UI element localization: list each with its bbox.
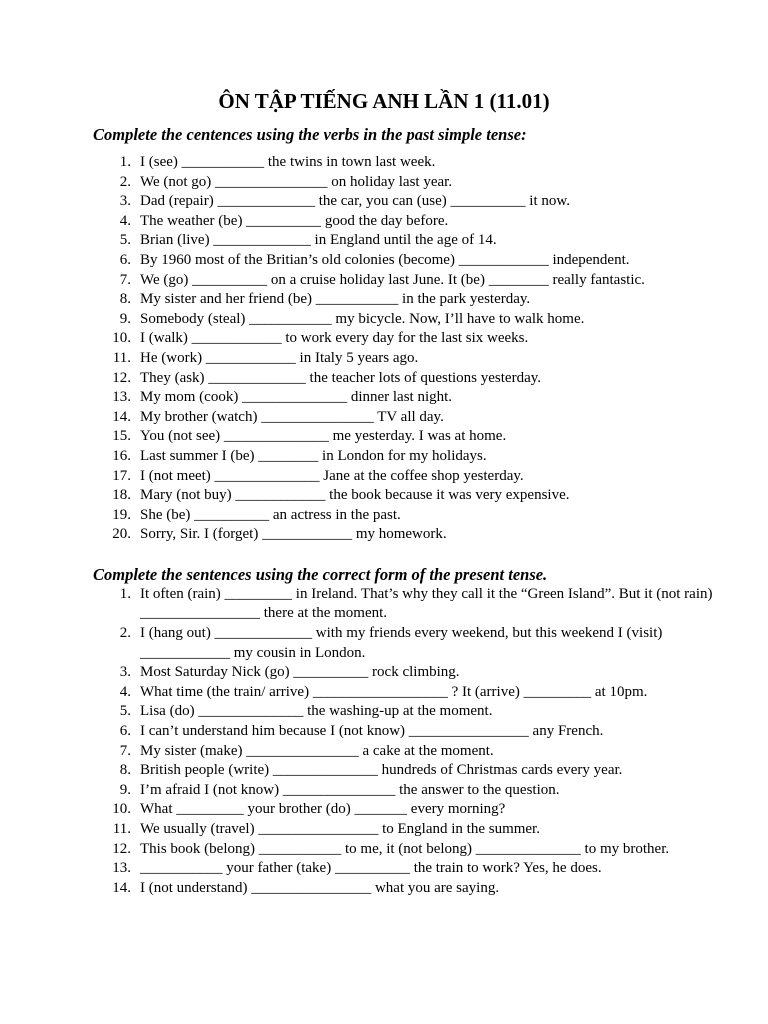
item-text: They (ask) _____________ the teacher lots of questions yesterday. (140, 369, 542, 386)
item-number: 8. (119, 291, 131, 308)
exercise-item (0, 800, 768, 820)
item-number: 7. (119, 742, 131, 759)
exercise-item (0, 467, 768, 487)
item-number: 12. (112, 369, 131, 386)
exercise-item (0, 173, 768, 193)
item-text: British people (write) ______________ hundreds of Christmas cards every year. (140, 762, 623, 779)
past-simple-section (0, 125, 768, 545)
item-number: 10. (112, 801, 131, 818)
exercise-item (0, 408, 768, 428)
exercise-item (0, 388, 768, 408)
item-number: 2. (119, 173, 131, 190)
item-text: Most Saturday Nick (go) __________ rock climbing. (140, 664, 460, 681)
item-number: 19. (112, 506, 131, 523)
exercise-item (0, 742, 768, 762)
exercise-item (0, 329, 768, 349)
item-text: My sister (make) _______________ a cake at the moment. (140, 742, 494, 759)
exercise-item (0, 251, 768, 271)
item-number: 10. (112, 330, 131, 347)
exercise-item (0, 290, 768, 310)
exercise-item (0, 447, 768, 467)
exercise-item (0, 683, 768, 703)
item-number: 3. (119, 193, 131, 210)
item-number: 3. (119, 664, 131, 681)
exercise-item (0, 349, 768, 369)
exercise-item (0, 310, 768, 330)
item-text: I (not meet) ______________ Jane at the coffee shop yesterday. (140, 467, 524, 484)
item-number: 11. (112, 821, 131, 837)
item-text: What time (the train/ arrive) __________________ ? It (arrive) _________ at 10pm. (140, 683, 648, 700)
item-text: By 1960 most of the Britian’s old colonies (become) ____________ independent. (140, 251, 630, 268)
exercise-item (0, 585, 768, 624)
item-text: She (be) __________ an actress in the past. (140, 506, 401, 523)
exercise-item (0, 663, 768, 683)
section2-list (0, 585, 768, 899)
item-number: 14. (112, 408, 131, 425)
item-number: 15. (112, 428, 131, 445)
item-number: 12. (112, 840, 131, 857)
item-number: 1. (119, 585, 131, 602)
exercise-item (0, 271, 768, 291)
exercise-item (0, 624, 768, 663)
item-text: We (go) __________ on a cruise holiday last June. It (be) ________ really fantastic. (140, 271, 645, 288)
item-text: I (see) ___________ the twins in town last week. (140, 154, 436, 170)
item-text: This book (belong) ___________ to me, it (not belong) ______________ to my brother. (140, 840, 670, 857)
section1-heading: Complete the centences using the verbs in the past simple tense: (93, 125, 527, 144)
exercise-item (0, 722, 768, 742)
item-text: We usually (travel) ________________ to England in the summer. (140, 821, 540, 837)
item-number: 1. (119, 154, 131, 170)
exercise-item (0, 859, 768, 879)
exercise-item (0, 427, 768, 447)
item-number: 11. (112, 349, 131, 366)
item-number: 4. (119, 212, 131, 229)
item-number: 14. (112, 879, 131, 896)
item-text: You (not see) ______________ me yesterday. I was at home. (140, 428, 507, 445)
item-number: 7. (119, 271, 131, 288)
item-text: Sorry, Sir. I (forget) ____________ my homework. (140, 526, 447, 543)
section1-list (0, 153, 768, 545)
exercise-item (0, 153, 768, 173)
item-number: 4. (119, 683, 131, 700)
exercise-item (0, 702, 768, 722)
exercise-item (0, 761, 768, 781)
item-text: I (hang out) _____________ with my friends every weekend, but this weekend I (visit) ____________ my cousin in London. (140, 625, 663, 661)
item-text: ___________ your father (take) __________ the train to work? Yes, he does. (140, 860, 602, 877)
exercise-item (0, 212, 768, 232)
item-number: 13. (112, 389, 131, 406)
item-text: I (walk) ____________ to work every day for the last six weeks. (140, 330, 529, 347)
item-number: 16. (112, 447, 131, 464)
item-text: He (work) ____________ in Italy 5 years ago. (140, 349, 419, 366)
exercise-item (0, 506, 768, 526)
item-number: 18. (112, 487, 131, 504)
item-number: 8. (119, 762, 131, 779)
item-text: What _________ your brother (do) _______ every morning? (140, 801, 506, 818)
exercise-item (0, 781, 768, 801)
item-text: Dad (repair) _____________ the car, you can (use) __________ it now. (140, 193, 570, 210)
item-number: 13. (112, 860, 131, 877)
item-number: 2. (119, 625, 131, 642)
item-text: I’m afraid I (not know) _______________ the answer to the question. (140, 781, 560, 798)
page-title: ÔN TẬP TIẾNG ANH LẦN 1 (11.01) (218, 89, 550, 113)
item-text: Somebody (steal) ___________ my bicycle. Now, I’ll have to walk home. (140, 310, 585, 327)
item-text: My brother (watch) _______________ TV all day. (140, 408, 444, 425)
item-number: 6. (119, 723, 131, 740)
exercise-item (0, 820, 768, 840)
exercise-item (0, 840, 768, 860)
exercise-item (0, 231, 768, 251)
present-tense-section (0, 565, 768, 899)
item-number: 20. (112, 526, 131, 543)
exercise-item (0, 486, 768, 506)
item-text: My mom (cook) ______________ dinner last night. (140, 389, 453, 406)
item-text: I can’t understand him because I (not know) ________________ any French. (140, 723, 604, 740)
item-number: 5. (119, 703, 131, 720)
item-text: The weather (be) __________ good the day before. (140, 212, 449, 229)
item-number: 9. (119, 310, 131, 327)
exercise-item (0, 192, 768, 212)
item-number: 6. (119, 251, 131, 268)
item-text: Brian (live) _____________ in England until the age of 14. (140, 232, 497, 249)
exercise-item (0, 525, 768, 545)
item-number: 5. (119, 232, 131, 249)
item-text: It often (rain) _________ in Ireland. That’s why they call it the “Green Island”. But it (not rain) ________________ there at the moment. (140, 585, 713, 622)
item-number: 17. (112, 467, 131, 484)
exercise-item (0, 879, 768, 899)
exercise-item (0, 369, 768, 389)
item-text: We (not go) _______________ on holiday last year. (140, 173, 453, 190)
item-text: Last summer I (be) ________ in London for my holidays. (140, 447, 487, 464)
item-text: Mary (not buy) ____________ the book because it was very expensive. (140, 487, 570, 504)
item-number: 9. (119, 781, 131, 798)
item-text: I (not understand) ________________ what you are saying. (140, 879, 500, 896)
section2-heading: Complete the sentences using the correct form of the present tense. (93, 564, 548, 584)
item-text: My sister and her friend (be) ___________ in the park yesterday. (140, 291, 531, 308)
item-text: Lisa (do) ______________ the washing-up at the moment. (140, 703, 493, 720)
